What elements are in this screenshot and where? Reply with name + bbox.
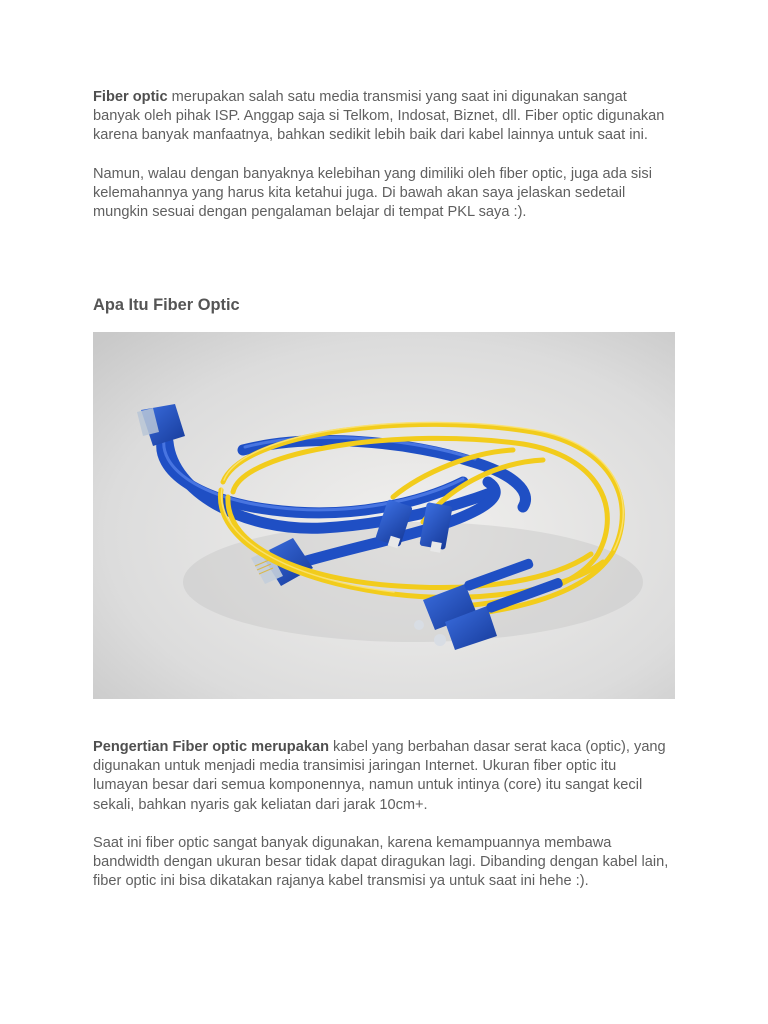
section-heading: Apa Itu Fiber Optic bbox=[93, 296, 240, 314]
intro-bold-term: Fiber optic bbox=[93, 89, 168, 105]
intro-paragraph-2: Namun, walau dengan banyaknya kelebihan yang dimiliki oleh fiber optic, juga ada sisi kelemahannya yang harus kita ketahui juga. Di bawah akan saya jelaskan sedetail mungkin sesuai dengan pengalaman belajar di tempat PKL saya :). bbox=[93, 165, 652, 221]
body-section bbox=[93, 738, 675, 891]
definition-bold-term: Pengertian Fiber optic merupakan bbox=[93, 739, 329, 755]
usage-paragraph: Saat ini fiber optic sangat banyak digunakan, karena kemampuannya membawa bandwidth dengan ukuran besar tidak dapat diragukan lagi. Dibanding dengan kabel lain, fiber optic ini bisa dikatakan rajanya kabel transmisi ya untuk saat ini hehe :). bbox=[93, 834, 669, 890]
intro-paragraph-1-text: merupakan salah satu media transmisi yang saat ini digunakan sangat banyak oleh pihak ISP. Anggap saja si Telkom, Indosat, Biznet, dll. Fiber optic digunakan karena banyak manfaatnya, bahkan sedikit lebih baik dari kabel lainnya untuk saat ini. bbox=[93, 89, 665, 144]
section-heading-wrap bbox=[93, 295, 240, 315]
intro-paragraph-1 bbox=[93, 88, 675, 146]
cable-photo-illustration bbox=[93, 332, 675, 699]
definition-paragraph-text: kabel yang berbahan dasar serat kaca (optic), yang digunakan untuk menjadi media transimisi jaringan Internet. Ukuran fiber optic itu lumayan besar dari semua komponennya, namun untuk intinya (core) itu sangat kecil sekali, bahkan nyaris gak keliatan dari jarak 10cm+. bbox=[93, 739, 666, 813]
document-page bbox=[93, 88, 675, 890]
definition-paragraph bbox=[93, 738, 675, 815]
fiber-optic-photo bbox=[93, 332, 675, 699]
